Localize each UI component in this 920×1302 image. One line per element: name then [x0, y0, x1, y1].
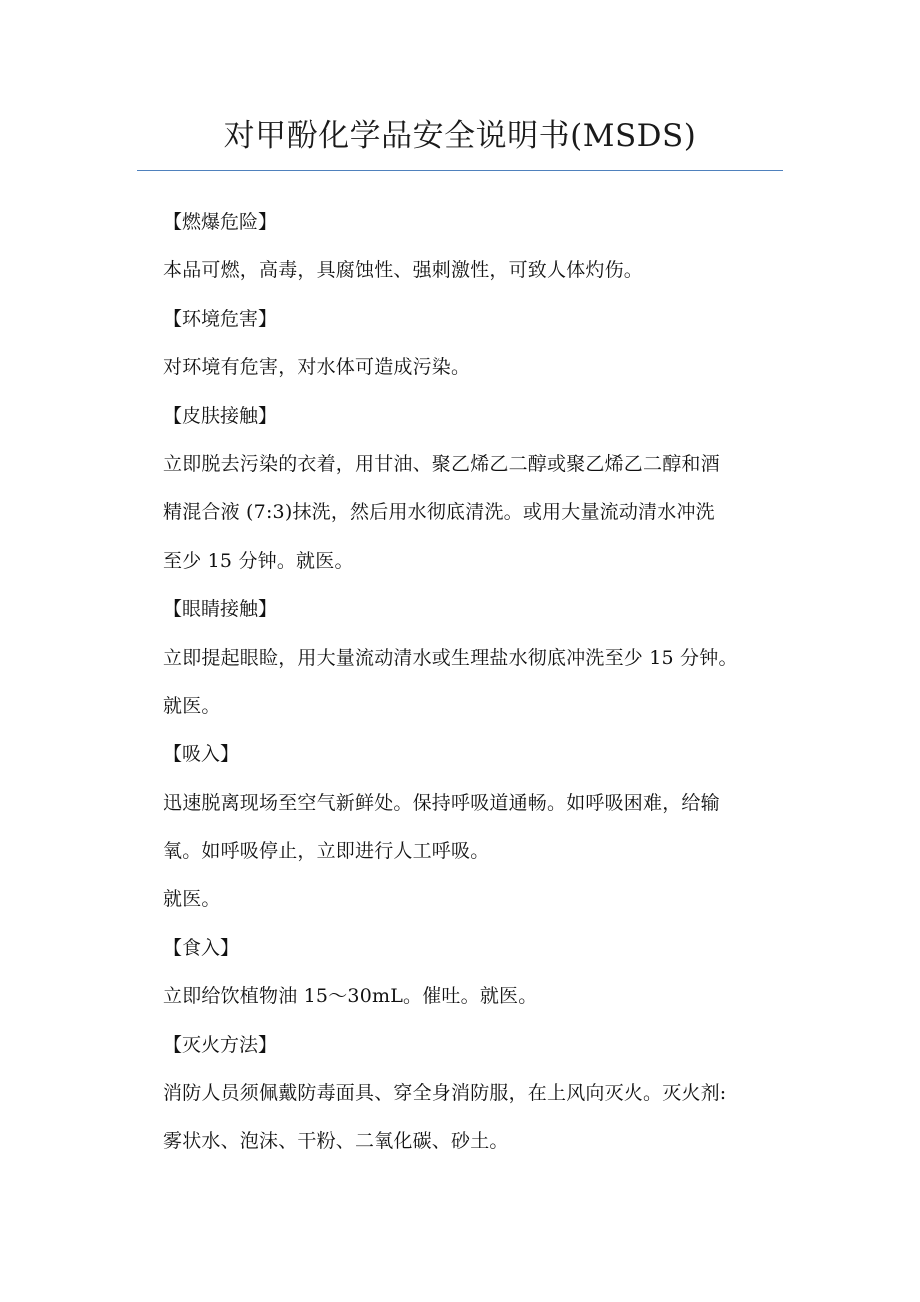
section-text-skin-contact-1: 立即脱去污染的衣着，用甘油、聚乙烯乙二醇或聚乙烯乙二醇和酒 — [163, 452, 720, 475]
section-text-inhalation-2: 氧。如呼吸停止，立即进行人工呼吸。 — [163, 840, 490, 863]
section-text-ingestion: 立即给饮植物油 15～30mL。催吐。就医。 — [163, 985, 538, 1008]
section-heading-environment: 【环境危害】 — [163, 307, 278, 330]
section-text-fire-fighting-2: 雾状水、泡沫、干粉、二氧化碳、砂土。 — [163, 1130, 509, 1153]
section-text-eye-contact-2: 就医。 — [163, 694, 221, 717]
section-heading-fire-fighting: 【灭火方法】 — [163, 1033, 278, 1056]
section-text-environment: 对环境有危害，对水体可造成污染。 — [163, 356, 471, 379]
section-text-fire-fighting-1: 消防人员须佩戴防毒面具、穿全身消防服，在上风向灭火。灭火剂: — [163, 1082, 727, 1105]
title-underline — [137, 170, 783, 171]
section-text-skin-contact-3: 至少 15 分钟。就医。 — [163, 549, 354, 572]
section-heading-skin-contact: 【皮肤接触】 — [163, 404, 278, 427]
section-text-inhalation-1: 迅速脱离现场至空气新鲜处。保持呼吸道通畅。如呼吸困难，给输 — [163, 791, 720, 814]
section-heading-inhalation: 【吸入】 — [163, 743, 240, 766]
section-text-fire-explosion: 本品可燃，高毒，具腐蚀性、强刺激性，可致人体灼伤。 — [163, 259, 644, 282]
document-title: 对甲酚化学品安全说明书(MSDS) — [223, 118, 697, 154]
section-text-inhalation-3: 就医。 — [163, 888, 221, 911]
section-text-eye-contact-1: 立即提起眼睑，用大量流动清水或生理盐水彻底冲洗至少 15 分钟。 — [163, 646, 738, 669]
section-heading-ingestion: 【食入】 — [163, 936, 240, 959]
section-heading-eye-contact: 【眼睛接触】 — [163, 598, 278, 621]
section-text-skin-contact-2: 精混合液 (7:3)抹洗，然后用水彻底清洗。或用大量流动清水冲洗 — [163, 501, 715, 524]
document-body — [163, 198, 803, 1166]
section-heading-fire-explosion: 【燃爆危险】 — [163, 211, 278, 233]
